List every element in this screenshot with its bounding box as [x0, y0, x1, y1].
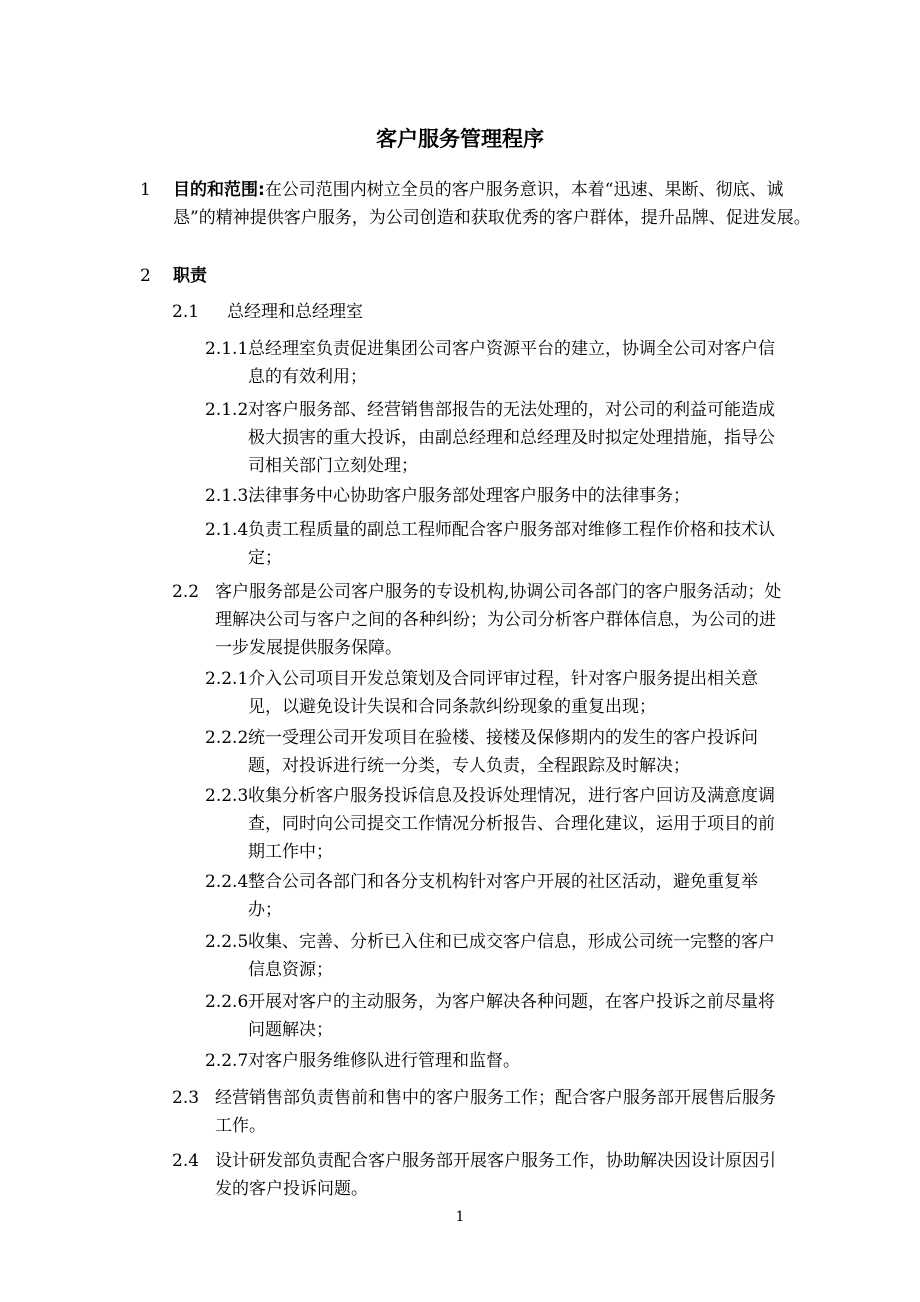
section-2-2-4 [205, 868, 785, 924]
section-number: 2.2 [172, 582, 200, 602]
section-heading: 目的和范围 [173, 180, 258, 200]
section-2-3 [172, 1084, 785, 1140]
section-text: 负责工程质量的副总工程师配合客户服务部对维修工程作价格和技术认定； [248, 520, 775, 568]
section-text: 收集分析客户服务投诉信息及投诉处理情况，进行客户回访及满意度调查，同时向公司提交工作情况分析报告、合理化建议，运用于项目的前期工作中； [248, 786, 775, 862]
section-2-2-2 [205, 724, 785, 780]
section-2-2-6 [205, 988, 785, 1044]
section-text: 介入公司项目开发总策划及合同评审过程，针对客户服务提出相关意见，以避免设计失误和合同条款纠纷现象的重复出现； [248, 669, 758, 717]
section-2-1-1 [205, 335, 785, 391]
section-number: 1 [140, 180, 151, 200]
section-2-1-2 [205, 396, 785, 480]
section-text: 整合公司各部门和各分支机构针对客户开展的社区活动，避免重复举办； [248, 872, 758, 920]
section-number: 2.1.2 [205, 400, 249, 420]
section-number: 2.2.7 [205, 1051, 249, 1071]
section-2-1-3 [205, 482, 785, 510]
page-number: 1 [455, 1209, 465, 1225]
section-2-2-7 [205, 1047, 785, 1075]
section-2-1 [172, 298, 787, 326]
section-number: 2.2.5 [205, 932, 249, 952]
section-number: 2.2.2 [205, 728, 249, 748]
section-text: 设计研发部负责配合客户服务部开展客户服务工作，协助解决因设计原因引发的客户投诉问题。 [215, 1151, 776, 1199]
section-2-2-3 [205, 782, 785, 866]
section-text: 经营销售部负责售前和售中的客户服务工作；配合客户服务部开展售后服务工作。 [215, 1088, 776, 1136]
section-2-2-1 [205, 665, 785, 721]
section-number: 2 [140, 266, 151, 286]
section-number: 2.2.6 [205, 992, 249, 1012]
section-text: 对客户服务部、经营销售部报告的无法处理的，对公司的利益可能造成极大损害的重大投诉，由副总经理和总经理及时拟定处理措施，指导公司相关部门立刻处理； [248, 400, 775, 476]
section-text [173, 176, 818, 232]
section-text: 法律事务中心协助客户服务部处理客户服务中的法律事务； [248, 486, 690, 506]
section-2-4 [172, 1147, 785, 1203]
section-2 [140, 262, 818, 290]
section-number: 2.4 [172, 1151, 200, 1171]
section-body: 在公司范围内树立全员的客户服务意识，本着“迅速、果断、彻底、诚恳”的精神提供客户服务，为公司创造和获取优秀的客户群体，提升品牌、促进发展。 [173, 180, 811, 228]
section-text: 统一受理公司开发项目在验楼、接楼及保修期内的发生的客户投诉问题，对投诉进行统一分类，专人负责，全程跟踪及时解决； [248, 728, 758, 776]
section-heading: 职责 [173, 266, 207, 286]
section-1 [140, 176, 818, 232]
section-text: 收集、完善、分析已入住和已成交客户信息，形成公司统一完整的客户信息资源； [248, 932, 775, 980]
section-2-2 [172, 578, 785, 662]
section-number: 2.2.1 [205, 669, 249, 689]
section-text: 对客户服务维修队进行管理和监督。 [248, 1051, 520, 1071]
section-2-2-5 [205, 928, 785, 984]
section-number: 2.2.4 [205, 872, 249, 892]
section-text: 开展对客户的主动服务，为客户解决各种问题，在客户投诉之前尽量将问题解决； [248, 992, 775, 1040]
section-2-1-4 [205, 516, 785, 572]
section-text: 客户服务部是公司客户服务的专设机构,协调公司各部门的客户服务活动；处理解决公司与客户之间的各种纠纷；为公司分析客户群体信息，为公司的进一步发展提供服务保障。 [215, 582, 782, 658]
section-number: 2.1.4 [205, 520, 249, 540]
section-text: 总经理和总经理室 [227, 302, 363, 322]
section-number: 2.2.3 [205, 786, 249, 806]
page-title: 客户服务管理程序 [376, 127, 544, 151]
section-number: 2.3 [172, 1088, 200, 1108]
section-number: 2.1.1 [205, 339, 249, 359]
heading-separator: : [258, 180, 265, 200]
section-number: 2.1.3 [205, 486, 249, 506]
section-number: 2.1 [172, 302, 200, 322]
section-text: 总经理室负责促进集团公司客户资源平台的建立，协调全公司对客户信息的有效利用； [248, 339, 775, 387]
